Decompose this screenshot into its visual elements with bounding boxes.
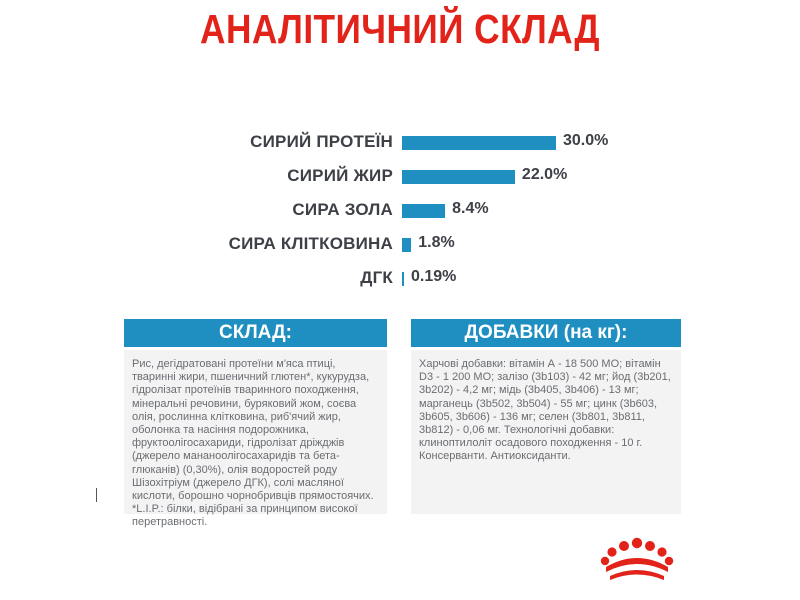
- composition-note: *L.I.P.: білки, відібрані за принципом високої перетравності.: [132, 503, 358, 529]
- bar-value-label: 30.0%: [563, 132, 609, 149]
- composition-text: Рис, дегідратовані протеїни м'яса птиці, тваринні жири, пшеничний глютен*, кукурудза, гідролізат протеїнів тваринного походження, мінеральні речовини, буряковий жом, соєва олія, рослинна клітковина, риб'ячий жир, оболонка та насіння подорожника, фруктоолігосахариди, гідролізат дріжджів (джерело манaноолігосахаридів та бета-глюканів) (0,30%), олія водоростей роду Шізохітріум (джерело ДГК), солі масляної кислоти, борошно чорнобривців прямостоячих.: [132, 358, 374, 503]
- additives-panel: [411, 350, 681, 514]
- bar: [402, 272, 404, 286]
- bar-value-label: 1.8%: [418, 234, 455, 251]
- bar-label: СИРА КЛІТКОВИНА: [228, 234, 393, 253]
- bar-label: СИРИЙ ЖИР: [287, 166, 393, 185]
- bar-value-label: 8.4%: [452, 200, 489, 217]
- bar-value-label: 22.0%: [521, 166, 568, 183]
- chart-row: [0, 199, 800, 225]
- additives-heading: ДОБАВКИ (на кг):: [411, 319, 681, 347]
- bar: [402, 170, 515, 184]
- bar-value-label: 0.19%: [411, 268, 457, 285]
- composition-panel: [124, 350, 387, 529]
- divider-tick: [96, 488, 97, 502]
- additives-text: Харчові добавки: вітамін А - 18 500 МО; вітамін D3 - 1 200 МО; залізо (3b103) - 42 мг; йод (3b201, 3b202) - 4,2 мг; мідь (3b405, 3b406) - 13 мг; марганець (3b502, 3b504) - 55 мг; цинк (3b603, 3b605, 3b606) - 136 мг; селен (3b801, 3b811, 3b812) - 0,06 мг. Технологічні добавки: клиноптилоліт осадового походження - 10 г. Консерванти. Антиоксиданти.: [419, 358, 671, 463]
- bar-label: ДГК: [360, 268, 393, 287]
- bar: [402, 136, 556, 150]
- page-title: АНАЛІТИЧНИЙ СКЛАД: [200, 6, 600, 52]
- chart-row: [0, 267, 800, 293]
- chart-row: [0, 233, 800, 259]
- bar-label: СИРИЙ ПРОТЕЇН: [250, 132, 393, 151]
- chart-row: [0, 165, 800, 191]
- bar-label: СИРА ЗОЛА: [292, 200, 393, 219]
- bar: [402, 204, 445, 218]
- chart-row: [0, 131, 800, 157]
- composition-heading: СКЛАД:: [124, 319, 387, 347]
- bar: [402, 238, 411, 252]
- crown-icon: [600, 536, 674, 584]
